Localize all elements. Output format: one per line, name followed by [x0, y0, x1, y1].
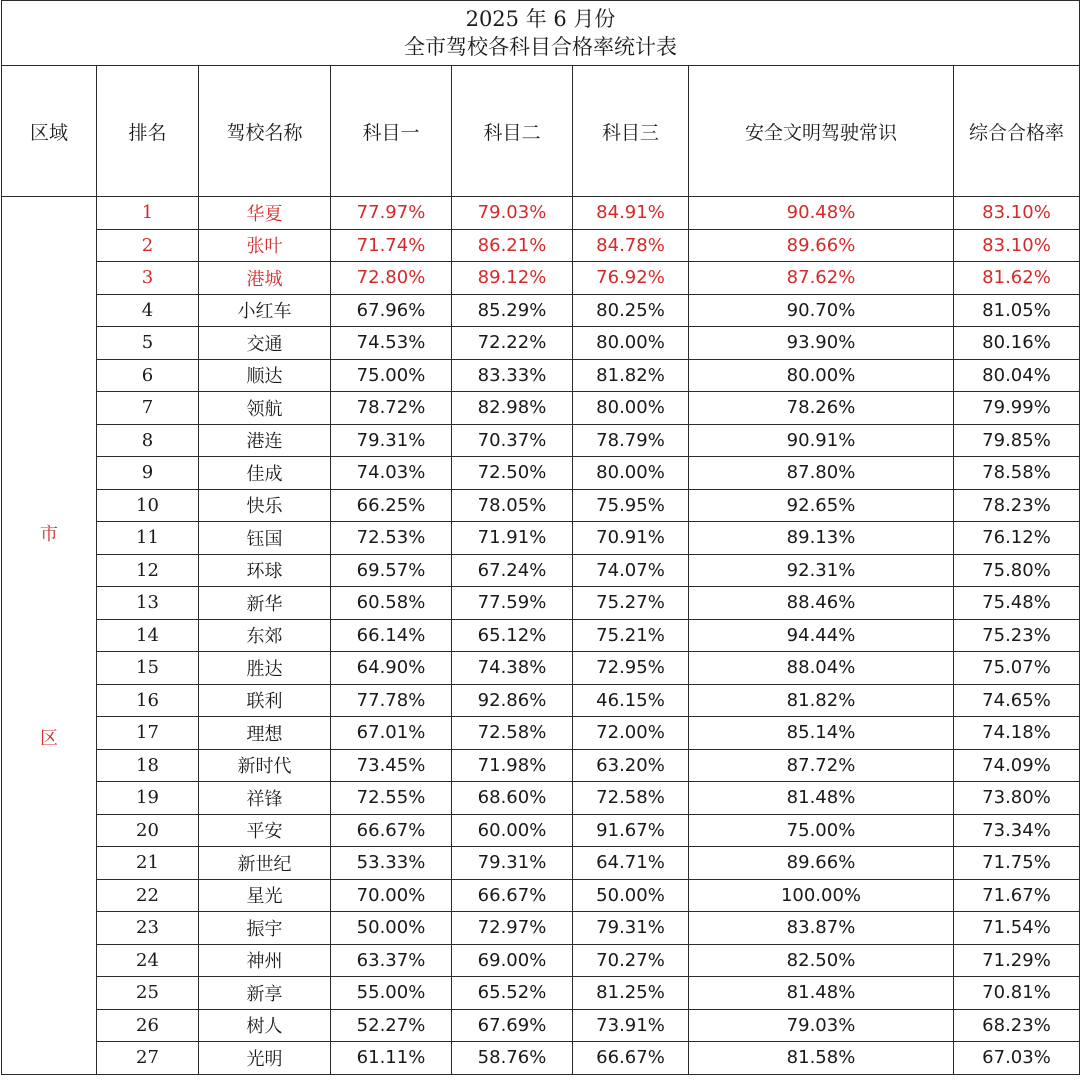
- cell-rank: 19: [97, 782, 199, 815]
- header-safety-knowledge: 安全文明驾驶常识: [689, 66, 954, 197]
- cell-school-name: 交通: [199, 327, 331, 360]
- cell-safety-knowledge: 78.26%: [689, 392, 954, 425]
- cell-subject-3: 75.21%: [573, 619, 689, 652]
- cell-subject-3: 75.95%: [573, 489, 689, 522]
- cell-subject-3: 75.27%: [573, 587, 689, 620]
- cell-rank: 20: [97, 814, 199, 847]
- cell-subject-3: 63.20%: [573, 749, 689, 782]
- cell-subject-2: 68.60%: [452, 782, 573, 815]
- cell-overall-rate: 75.07%: [954, 652, 1080, 685]
- cell-subject-1: 77.97%: [331, 197, 452, 230]
- cell-rank: 13: [97, 587, 199, 620]
- cell-overall-rate: 83.10%: [954, 197, 1080, 230]
- cell-rank: 9: [97, 457, 199, 490]
- cell-subject-3: 46.15%: [573, 684, 689, 717]
- table-row: [2, 554, 1080, 587]
- cell-overall-rate: 75.48%: [954, 587, 1080, 620]
- cell-subject-2: 70.37%: [452, 424, 573, 457]
- cell-safety-knowledge: 87.80%: [689, 457, 954, 490]
- cell-subject-3: 70.91%: [573, 522, 689, 555]
- cell-subject-1: 78.72%: [331, 392, 452, 425]
- cell-rank: 18: [97, 749, 199, 782]
- cell-overall-rate: 79.85%: [954, 424, 1080, 457]
- cell-subject-2: 89.12%: [452, 262, 573, 295]
- cell-safety-knowledge: 79.03%: [689, 1009, 954, 1042]
- cell-school-name: 环球: [199, 554, 331, 587]
- cell-school-name: 快乐: [199, 489, 331, 522]
- cell-subject-2: 69.00%: [452, 944, 573, 977]
- cell-subject-2: 92.86%: [452, 684, 573, 717]
- region-label: [2, 520, 96, 750]
- cell-overall-rate: 81.62%: [954, 262, 1080, 295]
- cell-subject-2: 74.38%: [452, 652, 573, 685]
- table-row: [2, 912, 1080, 945]
- cell-subject-2: 79.03%: [452, 197, 573, 230]
- cell-subject-2: 66.67%: [452, 879, 573, 912]
- cell-subject-1: 67.01%: [331, 717, 452, 750]
- cell-safety-knowledge: 87.72%: [689, 749, 954, 782]
- cell-safety-knowledge: 81.82%: [689, 684, 954, 717]
- table-row: [2, 457, 1080, 490]
- cell-subject-3: 66.67%: [573, 1042, 689, 1075]
- cell-rank: 16: [97, 684, 199, 717]
- cell-subject-1: 74.53%: [331, 327, 452, 360]
- cell-safety-knowledge: 87.62%: [689, 262, 954, 295]
- cell-rank: 5: [97, 327, 199, 360]
- cell-subject-1: 64.90%: [331, 652, 452, 685]
- cell-subject-3: 80.00%: [573, 457, 689, 490]
- cell-safety-knowledge: 90.48%: [689, 197, 954, 230]
- cell-safety-knowledge: 92.65%: [689, 489, 954, 522]
- cell-rank: 11: [97, 522, 199, 555]
- cell-school-name: 新世纪: [199, 847, 331, 880]
- region-char-1: 市: [40, 524, 58, 546]
- cell-safety-knowledge: 90.70%: [689, 294, 954, 327]
- table-row: [2, 1009, 1080, 1042]
- cell-subject-3: 70.27%: [573, 944, 689, 977]
- cell-subject-3: 72.95%: [573, 652, 689, 685]
- table-row: [2, 684, 1080, 717]
- table-row: [2, 977, 1080, 1010]
- cell-school-name: 顺达: [199, 359, 331, 392]
- cell-subject-3: 74.07%: [573, 554, 689, 587]
- cell-school-name: 张叶: [199, 229, 331, 262]
- cell-rank: 24: [97, 944, 199, 977]
- cell-school-name: 港城: [199, 262, 331, 295]
- table-row: [2, 879, 1080, 912]
- cell-rank: 23: [97, 912, 199, 945]
- cell-subject-2: 86.21%: [452, 229, 573, 262]
- cell-subject-3: 72.00%: [573, 717, 689, 750]
- cell-subject-2: 85.29%: [452, 294, 573, 327]
- cell-subject-3: 84.78%: [573, 229, 689, 262]
- cell-subject-2: 65.52%: [452, 977, 573, 1010]
- cell-overall-rate: 78.23%: [954, 489, 1080, 522]
- cell-school-name: 新时代: [199, 749, 331, 782]
- pass-rate-table: [1, 0, 1080, 1075]
- cell-school-name: 联利: [199, 684, 331, 717]
- cell-subject-1: 72.55%: [331, 782, 452, 815]
- cell-subject-3: 84.91%: [573, 197, 689, 230]
- table-row: [2, 359, 1080, 392]
- cell-safety-knowledge: 81.48%: [689, 782, 954, 815]
- cell-subject-1: 70.00%: [331, 879, 452, 912]
- cell-overall-rate: 75.80%: [954, 554, 1080, 587]
- table-title: [2, 1, 1080, 66]
- cell-school-name: 星光: [199, 879, 331, 912]
- title-line-1: 2025 年 6 月份: [465, 7, 616, 31]
- cell-subject-1: 50.00%: [331, 912, 452, 945]
- cell-rank: 6: [97, 359, 199, 392]
- cell-subject-2: 60.00%: [452, 814, 573, 847]
- cell-subject-1: 63.37%: [331, 944, 452, 977]
- cell-subject-2: 58.76%: [452, 1042, 573, 1075]
- cell-safety-knowledge: 90.91%: [689, 424, 954, 457]
- cell-subject-3: 76.92%: [573, 262, 689, 295]
- cell-safety-knowledge: 92.31%: [689, 554, 954, 587]
- table-row: [2, 652, 1080, 685]
- cell-overall-rate: 73.34%: [954, 814, 1080, 847]
- table-row: [2, 749, 1080, 782]
- cell-school-name: 平安: [199, 814, 331, 847]
- cell-subject-2: 71.91%: [452, 522, 573, 555]
- cell-subject-1: 55.00%: [331, 977, 452, 1010]
- cell-region: [2, 197, 97, 1075]
- table-row: [2, 847, 1080, 880]
- cell-overall-rate: 81.05%: [954, 294, 1080, 327]
- cell-school-name: 东郊: [199, 619, 331, 652]
- cell-rank: 25: [97, 977, 199, 1010]
- cell-subject-1: 75.00%: [331, 359, 452, 392]
- table-row: [2, 717, 1080, 750]
- header-subject-1: 科目一: [331, 66, 452, 197]
- cell-subject-3: 79.31%: [573, 912, 689, 945]
- header-row: [2, 66, 1080, 197]
- cell-subject-1: 77.78%: [331, 684, 452, 717]
- table-row: [2, 197, 1080, 230]
- cell-school-name: 理想: [199, 717, 331, 750]
- cell-school-name: 树人: [199, 1009, 331, 1042]
- cell-overall-rate: 75.23%: [954, 619, 1080, 652]
- cell-school-name: 小红车: [199, 294, 331, 327]
- cell-overall-rate: 80.16%: [954, 327, 1080, 360]
- table-row: [2, 522, 1080, 555]
- cell-subject-3: 80.25%: [573, 294, 689, 327]
- cell-rank: 14: [97, 619, 199, 652]
- cell-school-name: 光明: [199, 1042, 331, 1075]
- cell-subject-2: 67.24%: [452, 554, 573, 587]
- cell-school-name: 钰国: [199, 522, 331, 555]
- cell-rank: 15: [97, 652, 199, 685]
- cell-subject-1: 69.57%: [331, 554, 452, 587]
- cell-subject-1: 72.53%: [331, 522, 452, 555]
- cell-school-name: 领航: [199, 392, 331, 425]
- cell-subject-1: 66.67%: [331, 814, 452, 847]
- cell-subject-1: 61.11%: [331, 1042, 452, 1075]
- cell-overall-rate: 79.99%: [954, 392, 1080, 425]
- table-row: [2, 782, 1080, 815]
- cell-subject-3: 80.00%: [573, 392, 689, 425]
- cell-subject-2: 72.22%: [452, 327, 573, 360]
- table-row: [2, 814, 1080, 847]
- header-subject-3: 科目三: [573, 66, 689, 197]
- region-char-2: 区: [40, 728, 58, 750]
- cell-rank: 12: [97, 554, 199, 587]
- cell-school-name: 胜达: [199, 652, 331, 685]
- cell-subject-3: 73.91%: [573, 1009, 689, 1042]
- cell-rank: 3: [97, 262, 199, 295]
- cell-overall-rate: 71.75%: [954, 847, 1080, 880]
- cell-overall-rate: 78.58%: [954, 457, 1080, 490]
- cell-rank: 1: [97, 197, 199, 230]
- cell-subject-2: 79.31%: [452, 847, 573, 880]
- cell-subject-2: 65.12%: [452, 619, 573, 652]
- table-row: [2, 944, 1080, 977]
- cell-subject-2: 82.98%: [452, 392, 573, 425]
- cell-subject-1: 53.33%: [331, 847, 452, 880]
- cell-subject-2: 83.33%: [452, 359, 573, 392]
- cell-overall-rate: 83.10%: [954, 229, 1080, 262]
- cell-subject-1: 66.14%: [331, 619, 452, 652]
- cell-subject-1: 67.96%: [331, 294, 452, 327]
- cell-safety-knowledge: 89.66%: [689, 229, 954, 262]
- cell-school-name: 振宇: [199, 912, 331, 945]
- cell-safety-knowledge: 93.90%: [689, 327, 954, 360]
- cell-rank: 22: [97, 879, 199, 912]
- cell-overall-rate: 74.65%: [954, 684, 1080, 717]
- header-rank: 排名: [97, 66, 199, 197]
- cell-overall-rate: 80.04%: [954, 359, 1080, 392]
- header-school-name: 驾校名称: [199, 66, 331, 197]
- cell-rank: 21: [97, 847, 199, 880]
- cell-overall-rate: 76.12%: [954, 522, 1080, 555]
- cell-subject-2: 72.50%: [452, 457, 573, 490]
- cell-overall-rate: 67.03%: [954, 1042, 1080, 1075]
- cell-safety-knowledge: 85.14%: [689, 717, 954, 750]
- cell-safety-knowledge: 81.48%: [689, 977, 954, 1010]
- cell-overall-rate: 71.67%: [954, 879, 1080, 912]
- cell-subject-1: 79.31%: [331, 424, 452, 457]
- header-subject-2: 科目二: [452, 66, 573, 197]
- cell-rank: 10: [97, 489, 199, 522]
- cell-subject-3: 80.00%: [573, 327, 689, 360]
- cell-school-name: 神州: [199, 944, 331, 977]
- cell-overall-rate: 70.81%: [954, 977, 1080, 1010]
- cell-safety-knowledge: 94.44%: [689, 619, 954, 652]
- cell-safety-knowledge: 100.00%: [689, 879, 954, 912]
- table-row: [2, 587, 1080, 620]
- cell-rank: 4: [97, 294, 199, 327]
- title-line-2: 全市驾校各科目合格率统计表: [404, 35, 677, 59]
- cell-subject-3: 50.00%: [573, 879, 689, 912]
- cell-subject-1: 73.45%: [331, 749, 452, 782]
- cell-overall-rate: 71.29%: [954, 944, 1080, 977]
- table-row: [2, 424, 1080, 457]
- cell-overall-rate: 71.54%: [954, 912, 1080, 945]
- header-region: 区域: [2, 66, 97, 197]
- cell-school-name: 佳成: [199, 457, 331, 490]
- cell-school-name: 祥锋: [199, 782, 331, 815]
- cell-subject-1: 74.03%: [331, 457, 452, 490]
- cell-safety-knowledge: 88.46%: [689, 587, 954, 620]
- cell-subject-2: 72.58%: [452, 717, 573, 750]
- table-row: [2, 327, 1080, 360]
- cell-subject-1: 66.25%: [331, 489, 452, 522]
- cell-overall-rate: 68.23%: [954, 1009, 1080, 1042]
- table-row: [2, 619, 1080, 652]
- cell-subject-2: 71.98%: [452, 749, 573, 782]
- cell-safety-knowledge: 80.00%: [689, 359, 954, 392]
- cell-rank: 2: [97, 229, 199, 262]
- table-row: [2, 294, 1080, 327]
- cell-rank: 8: [97, 424, 199, 457]
- cell-safety-knowledge: 82.50%: [689, 944, 954, 977]
- cell-overall-rate: 73.80%: [954, 782, 1080, 815]
- cell-subject-1: 60.58%: [331, 587, 452, 620]
- cell-rank: 26: [97, 1009, 199, 1042]
- cell-subject-1: 71.74%: [331, 229, 452, 262]
- table-row: [2, 229, 1080, 262]
- cell-safety-knowledge: 75.00%: [689, 814, 954, 847]
- cell-rank: 27: [97, 1042, 199, 1075]
- cell-subject-2: 72.97%: [452, 912, 573, 945]
- cell-overall-rate: 74.09%: [954, 749, 1080, 782]
- cell-school-name: 华夏: [199, 197, 331, 230]
- cell-subject-3: 78.79%: [573, 424, 689, 457]
- cell-subject-3: 64.71%: [573, 847, 689, 880]
- cell-safety-knowledge: 83.87%: [689, 912, 954, 945]
- header-overall-rate: 综合合格率: [954, 66, 1080, 197]
- cell-subject-1: 72.80%: [331, 262, 452, 295]
- cell-school-name: 港连: [199, 424, 331, 457]
- cell-safety-knowledge: 81.58%: [689, 1042, 954, 1075]
- cell-school-name: 新华: [199, 587, 331, 620]
- cell-safety-knowledge: 88.04%: [689, 652, 954, 685]
- table-row: [2, 392, 1080, 425]
- cell-subject-2: 67.69%: [452, 1009, 573, 1042]
- cell-subject-3: 72.58%: [573, 782, 689, 815]
- table-row: [2, 262, 1080, 295]
- cell-safety-knowledge: 89.66%: [689, 847, 954, 880]
- cell-subject-3: 81.25%: [573, 977, 689, 1010]
- cell-subject-1: 52.27%: [331, 1009, 452, 1042]
- cell-subject-3: 81.82%: [573, 359, 689, 392]
- table-row: [2, 489, 1080, 522]
- cell-rank: 17: [97, 717, 199, 750]
- cell-rank: 7: [97, 392, 199, 425]
- cell-safety-knowledge: 89.13%: [689, 522, 954, 555]
- cell-overall-rate: 74.18%: [954, 717, 1080, 750]
- table-row: [2, 1042, 1080, 1075]
- cell-subject-3: 91.67%: [573, 814, 689, 847]
- cell-school-name: 新享: [199, 977, 331, 1010]
- cell-subject-2: 78.05%: [452, 489, 573, 522]
- cell-subject-2: 77.59%: [452, 587, 573, 620]
